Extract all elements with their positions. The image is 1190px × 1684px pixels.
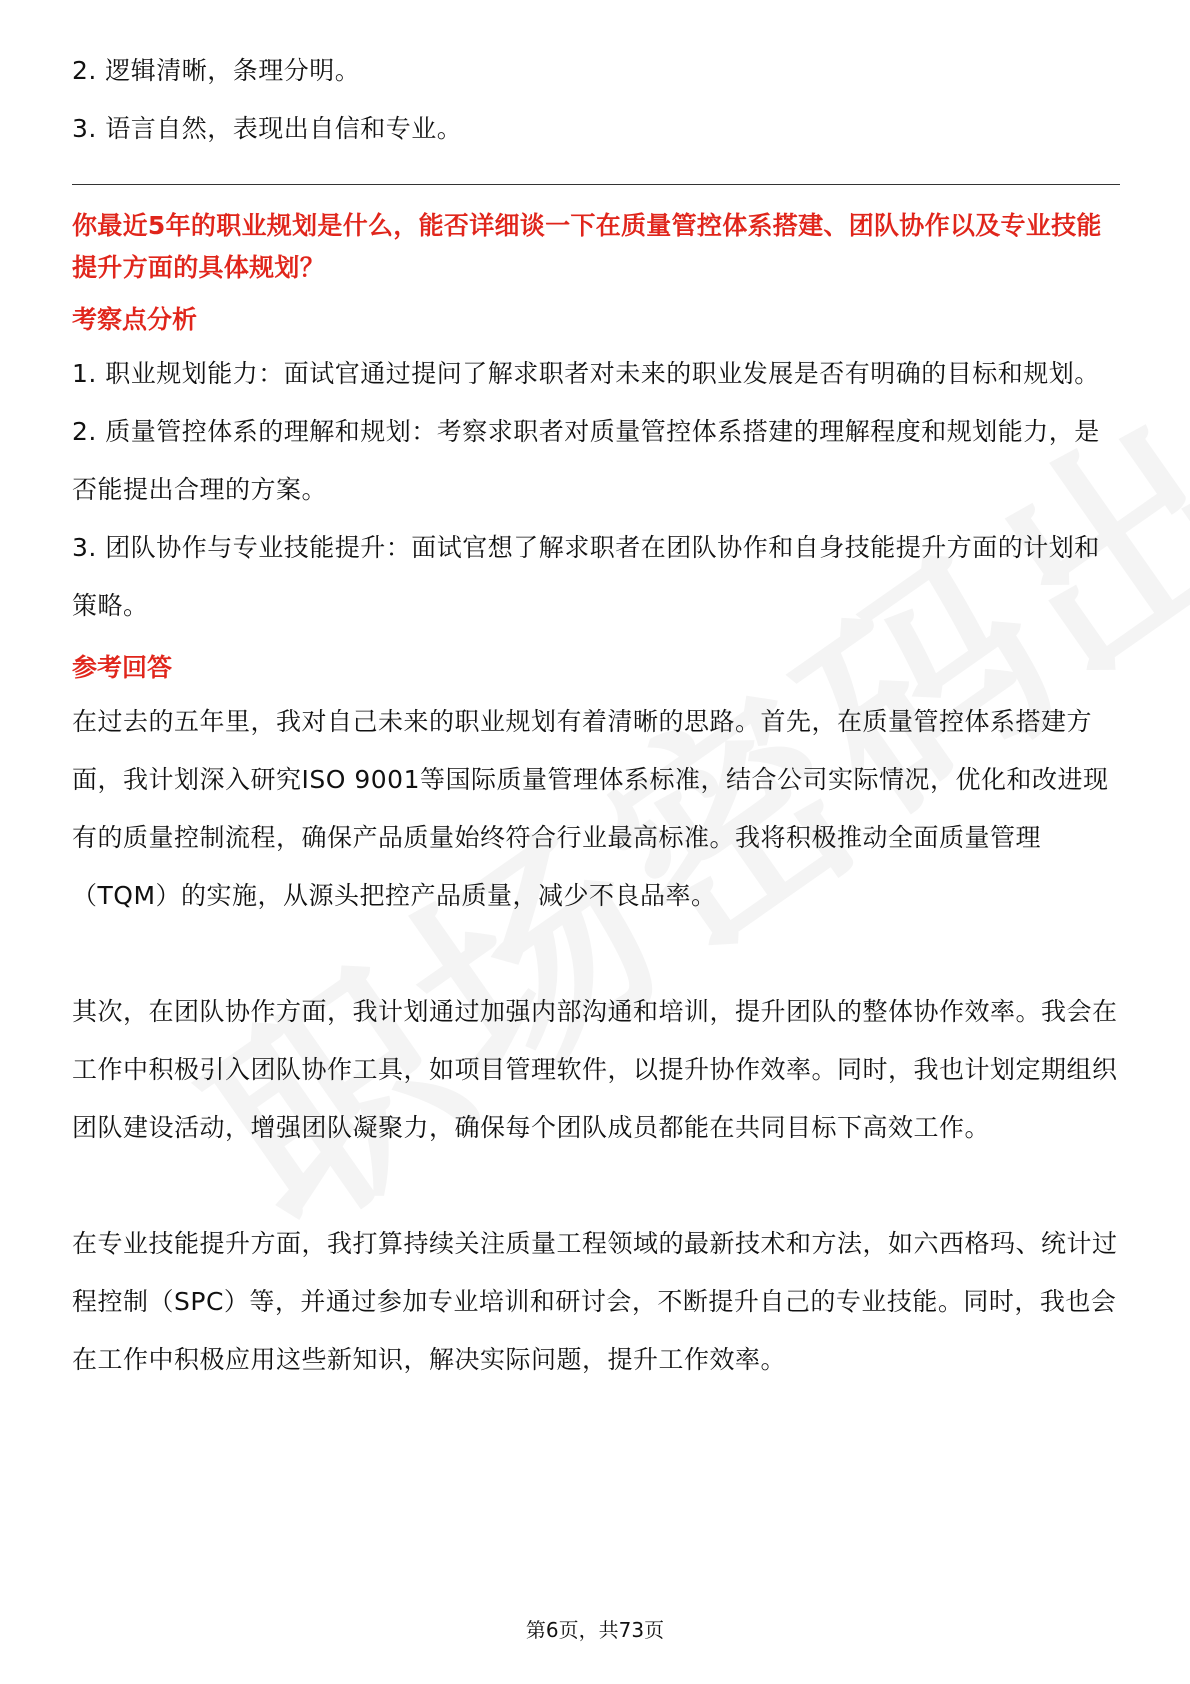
analysis-item: 2. 质量管控体系的理解和规划：考察求职者对质量管控体系搭建的理解程度和规划能力，是否能提出合理的方案。 [72,417,1100,504]
answer-paragraph: 其次，在团队协作方面，我计划通过加强内部沟通和培训，提升团队的整体协作效率。我会在工作中积极引入团队协作工具，如项目管理软件，以提升协作效率。同时，我也计划定期组织团队建设活动，增强团队凝聚力，确保每个团队成员都能在共同目标下高效工作。 [72,997,1118,1142]
answer-title: 参考回答 [72,653,173,682]
intro-item: 3. 语言自然，表现出自信和专业。 [72,114,463,143]
answer-paragraph: 在过去的五年里，我对自己未来的职业规划有着清晰的思路。首先，在质量管控体系搭建方面，我计划深入研究ISO 9001等国际质量管理体系标准，结合公司实际情况，优化和改进现有的质量控制流程，确保产品质量始终符合行业最高标准。我将积极推动全面质量管理（TQM）的实施，从源头把控产品质量，减少不良品率。 [72,707,1109,910]
analysis-item: 3. 团队协作与专业技能提升：面试官想了解求职者在团队协作和自身技能提升方面的计划和策略。 [72,533,1100,620]
paragraph-spacer [72,1157,1120,1215]
analysis-item: 1. 职业规划能力：面试官通过提问了解求职者对未来的职业发展是否有明确的目标和规划。 [72,359,1100,388]
question-heading: 你最近5年的职业规划是什么，能否详细谈一下在质量管控体系搭建、团队协作以及专业技能提升方面的具体规划？ [72,211,1102,282]
analysis-title: 考察点分析 [72,305,198,334]
section-divider [72,184,1120,185]
intro-item: 2. 逻辑清晰，条理分明。 [72,56,361,85]
document-page [72,42,1120,1389]
paragraph-spacer [72,925,1120,983]
page-number: 第6页，共73页 [525,1618,665,1642]
answer-paragraph: 在专业技能提升方面，我打算持续关注质量工程领域的最新技术和方法，如六西格玛、统计过程控制（SPC）等，并通过参加专业培训和研讨会，不断提升自己的专业技能。同时，我也会在工作中积极应用这些新知识，解决实际问题，提升工作效率。 [72,1229,1118,1374]
